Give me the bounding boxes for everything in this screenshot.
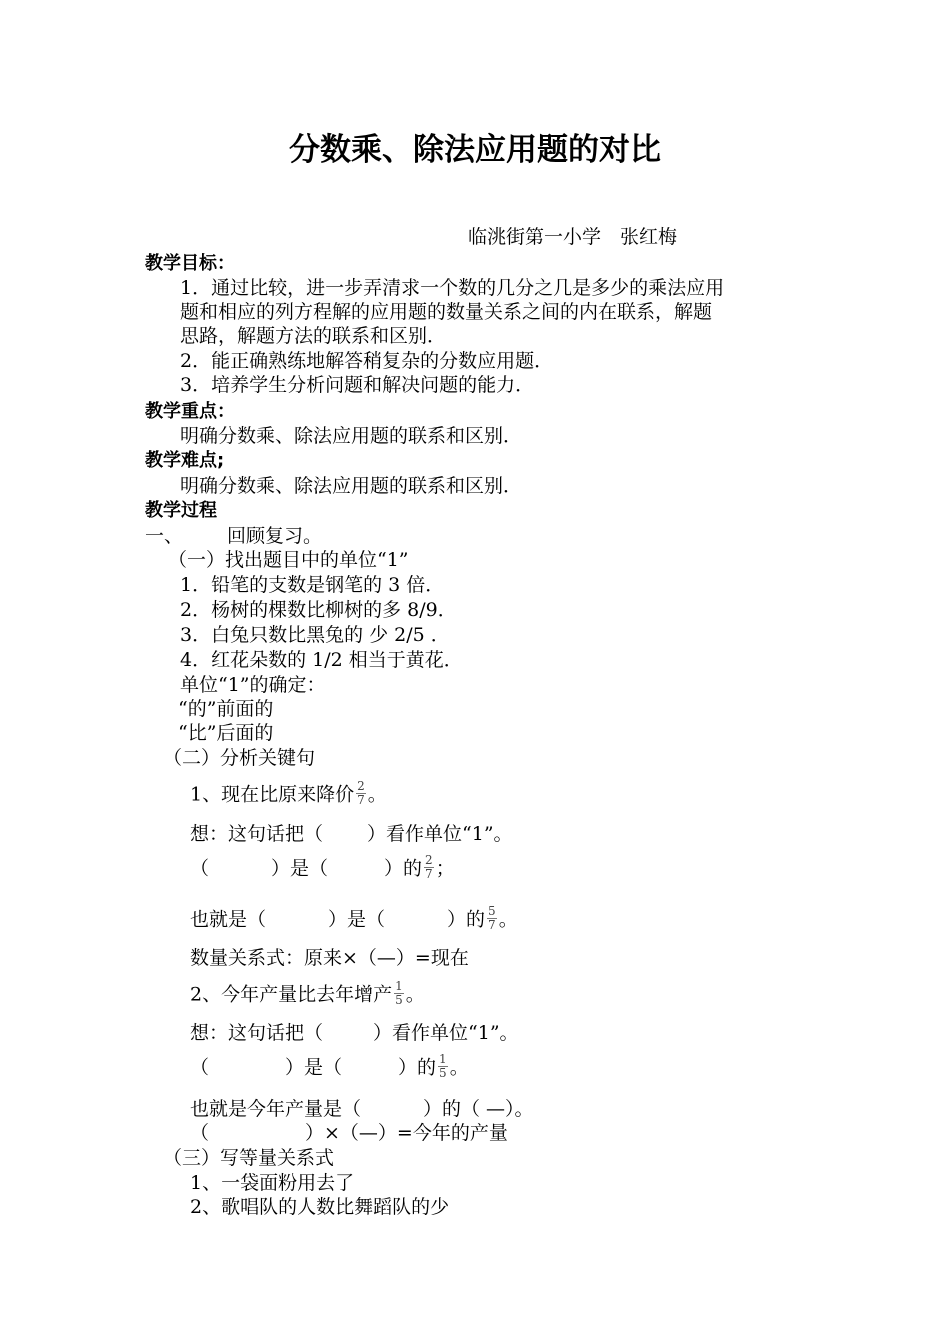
example-2-is: （ ）是（ ）的 $\frac{1}{5}$ 。 (190, 1052, 469, 1080)
key-points-text: 明确分数乘、除法应用题的联系和区别． (180, 425, 523, 447)
part-1-number: 一、 (145, 525, 184, 547)
rule-2: “比”后面的 (178, 722, 274, 744)
difficulties-text: 明确分数乘、除法应用题的联系和区别． (180, 475, 523, 497)
example-1-sentence: 1、现在比原来降价 $\frac{2}{7}$ 。 (190, 779, 387, 807)
question-3: 3．白兔只数比黑兔的 少 2/5 ． (180, 624, 450, 646)
part-1-title: 回顾复习。 (227, 525, 323, 547)
objective-2: 2．能正确熟练地解答稍复杂的分数应用题． (180, 350, 554, 372)
example-2-also: 也就是今年产量是（ ）的（ —）。 (190, 1098, 534, 1120)
fraction: $\frac{2}{7}$ (425, 853, 433, 881)
example-2-sentence: 2、今年产量比去年增产 $\frac{1}{5}$ 。 (190, 979, 425, 1007)
process-heading: 教学过程 (145, 500, 217, 521)
example-1-also: 也就是（ ）是（ ）的 $\frac{5}{7}$ 。 (190, 904, 518, 932)
objective-1-line-3: 思路，解题方法的联系和区别． (180, 325, 447, 347)
part-1-heading (145, 524, 322, 548)
objectives-heading: 教学目标： (145, 253, 235, 274)
page-title: 分数乘、除法应用题的对比 (289, 132, 661, 168)
example-2-formula: （ ）×（—）=今年的产量 (190, 1122, 508, 1144)
objective-1-line-1: 1．通过比较，进一步弄清求一个数的几分之几是多少的乘法应用 (180, 277, 725, 299)
unit-definition: 单位“1”的确定： (180, 674, 326, 696)
write-2: 2、歌唱队的人数比舞蹈队的少 (190, 1196, 450, 1218)
example-2-think: 想：这句话把（ ）看作单位“1”。 (190, 1022, 519, 1044)
example-1-is: （ ）是（ ）的 $\frac{2}{7}$ ； (190, 853, 455, 881)
fraction: $\frac{2}{7}$ (357, 779, 365, 807)
rule-1: “的”前面的 (178, 698, 274, 720)
fraction: $\frac{5}{7}$ (488, 904, 496, 932)
question-1: 1．铅笔的支数是钢笔的 3 倍． (180, 574, 445, 596)
example-1-relation: 数量关系式：原来×（—）=现在 (190, 947, 469, 969)
fraction: $\frac{1}{5}$ (439, 1052, 447, 1080)
question-4: 4．红花朵数的 1/2 相当于黄花． (180, 649, 463, 671)
objective-1-line-2: 题和相应的列方程解的应用题的数量关系之间的内在联系，解题 (180, 301, 713, 323)
fraction: $\frac{1}{5}$ (395, 979, 403, 1007)
subsection-2: （二）分析关键句 (163, 747, 316, 769)
question-2: 2．杨树的棵数比柳树的多 8/9． (180, 599, 457, 621)
example-1-think: 想：这句话把（ ）看作单位“1”。 (190, 823, 513, 845)
subsection-3: （三）写等量关系式 (163, 1147, 335, 1169)
objective-3: 3．培养学生分析问题和解决问题的能力． (180, 374, 535, 396)
difficulties-heading: 教学难点; (145, 450, 225, 471)
write-1: 1、一袋面粉用去了 (190, 1172, 355, 1194)
subsection-1: （一）找出题目中的单位“1” (168, 549, 409, 571)
key-points-heading: 教学重点： (145, 401, 235, 422)
author: 临洮街第一小学 张红梅 (468, 226, 678, 248)
